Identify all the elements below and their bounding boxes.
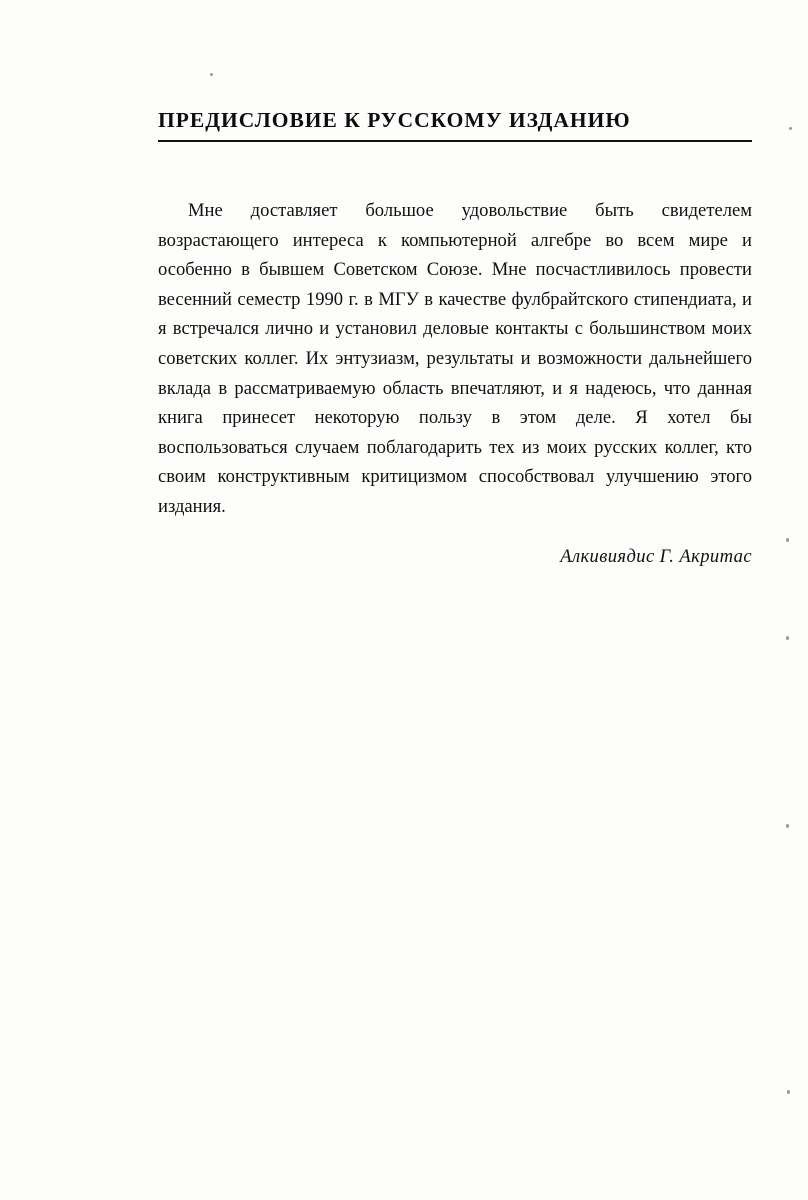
scan-speck [787,1090,790,1094]
title-divider [158,140,752,142]
scan-speck [786,824,789,828]
preface-body-text: Мне доставляет большое удовольствие быть свидетелем возрастающего интереса к компьютерной алгебре во всем мире и особенно в бывшем Советском Союзе. Мне посчастливилось провести весенний семестр 1990 г. в МГУ в качестве фулбрайтского стипендиата, и я встречался лично и установил деловые контакты с большинством моих советских коллег. Их энтузиазм, результаты и возможности дальнейшего вклада в рассматриваемую область впечатляют, и я надеюсь, что данная книга принесет некоторую пользу в этом деле. Я хотел бы воспользоваться случаем поблагодарить тех из моих русских коллег, кто своим конструктивным критицизмом способствовал улучшению этого издания. [158,200,752,517]
author-signature: Алкивиядис Г. Акритас [560,545,752,567]
scan-speck [789,127,792,130]
scan-speck [786,636,789,640]
page-title: ПРЕДИСЛОВИЕ К РУССКОМУ ИЗДАНИЮ [158,108,631,132]
scan-speck [786,538,789,542]
page-content [158,0,752,586]
